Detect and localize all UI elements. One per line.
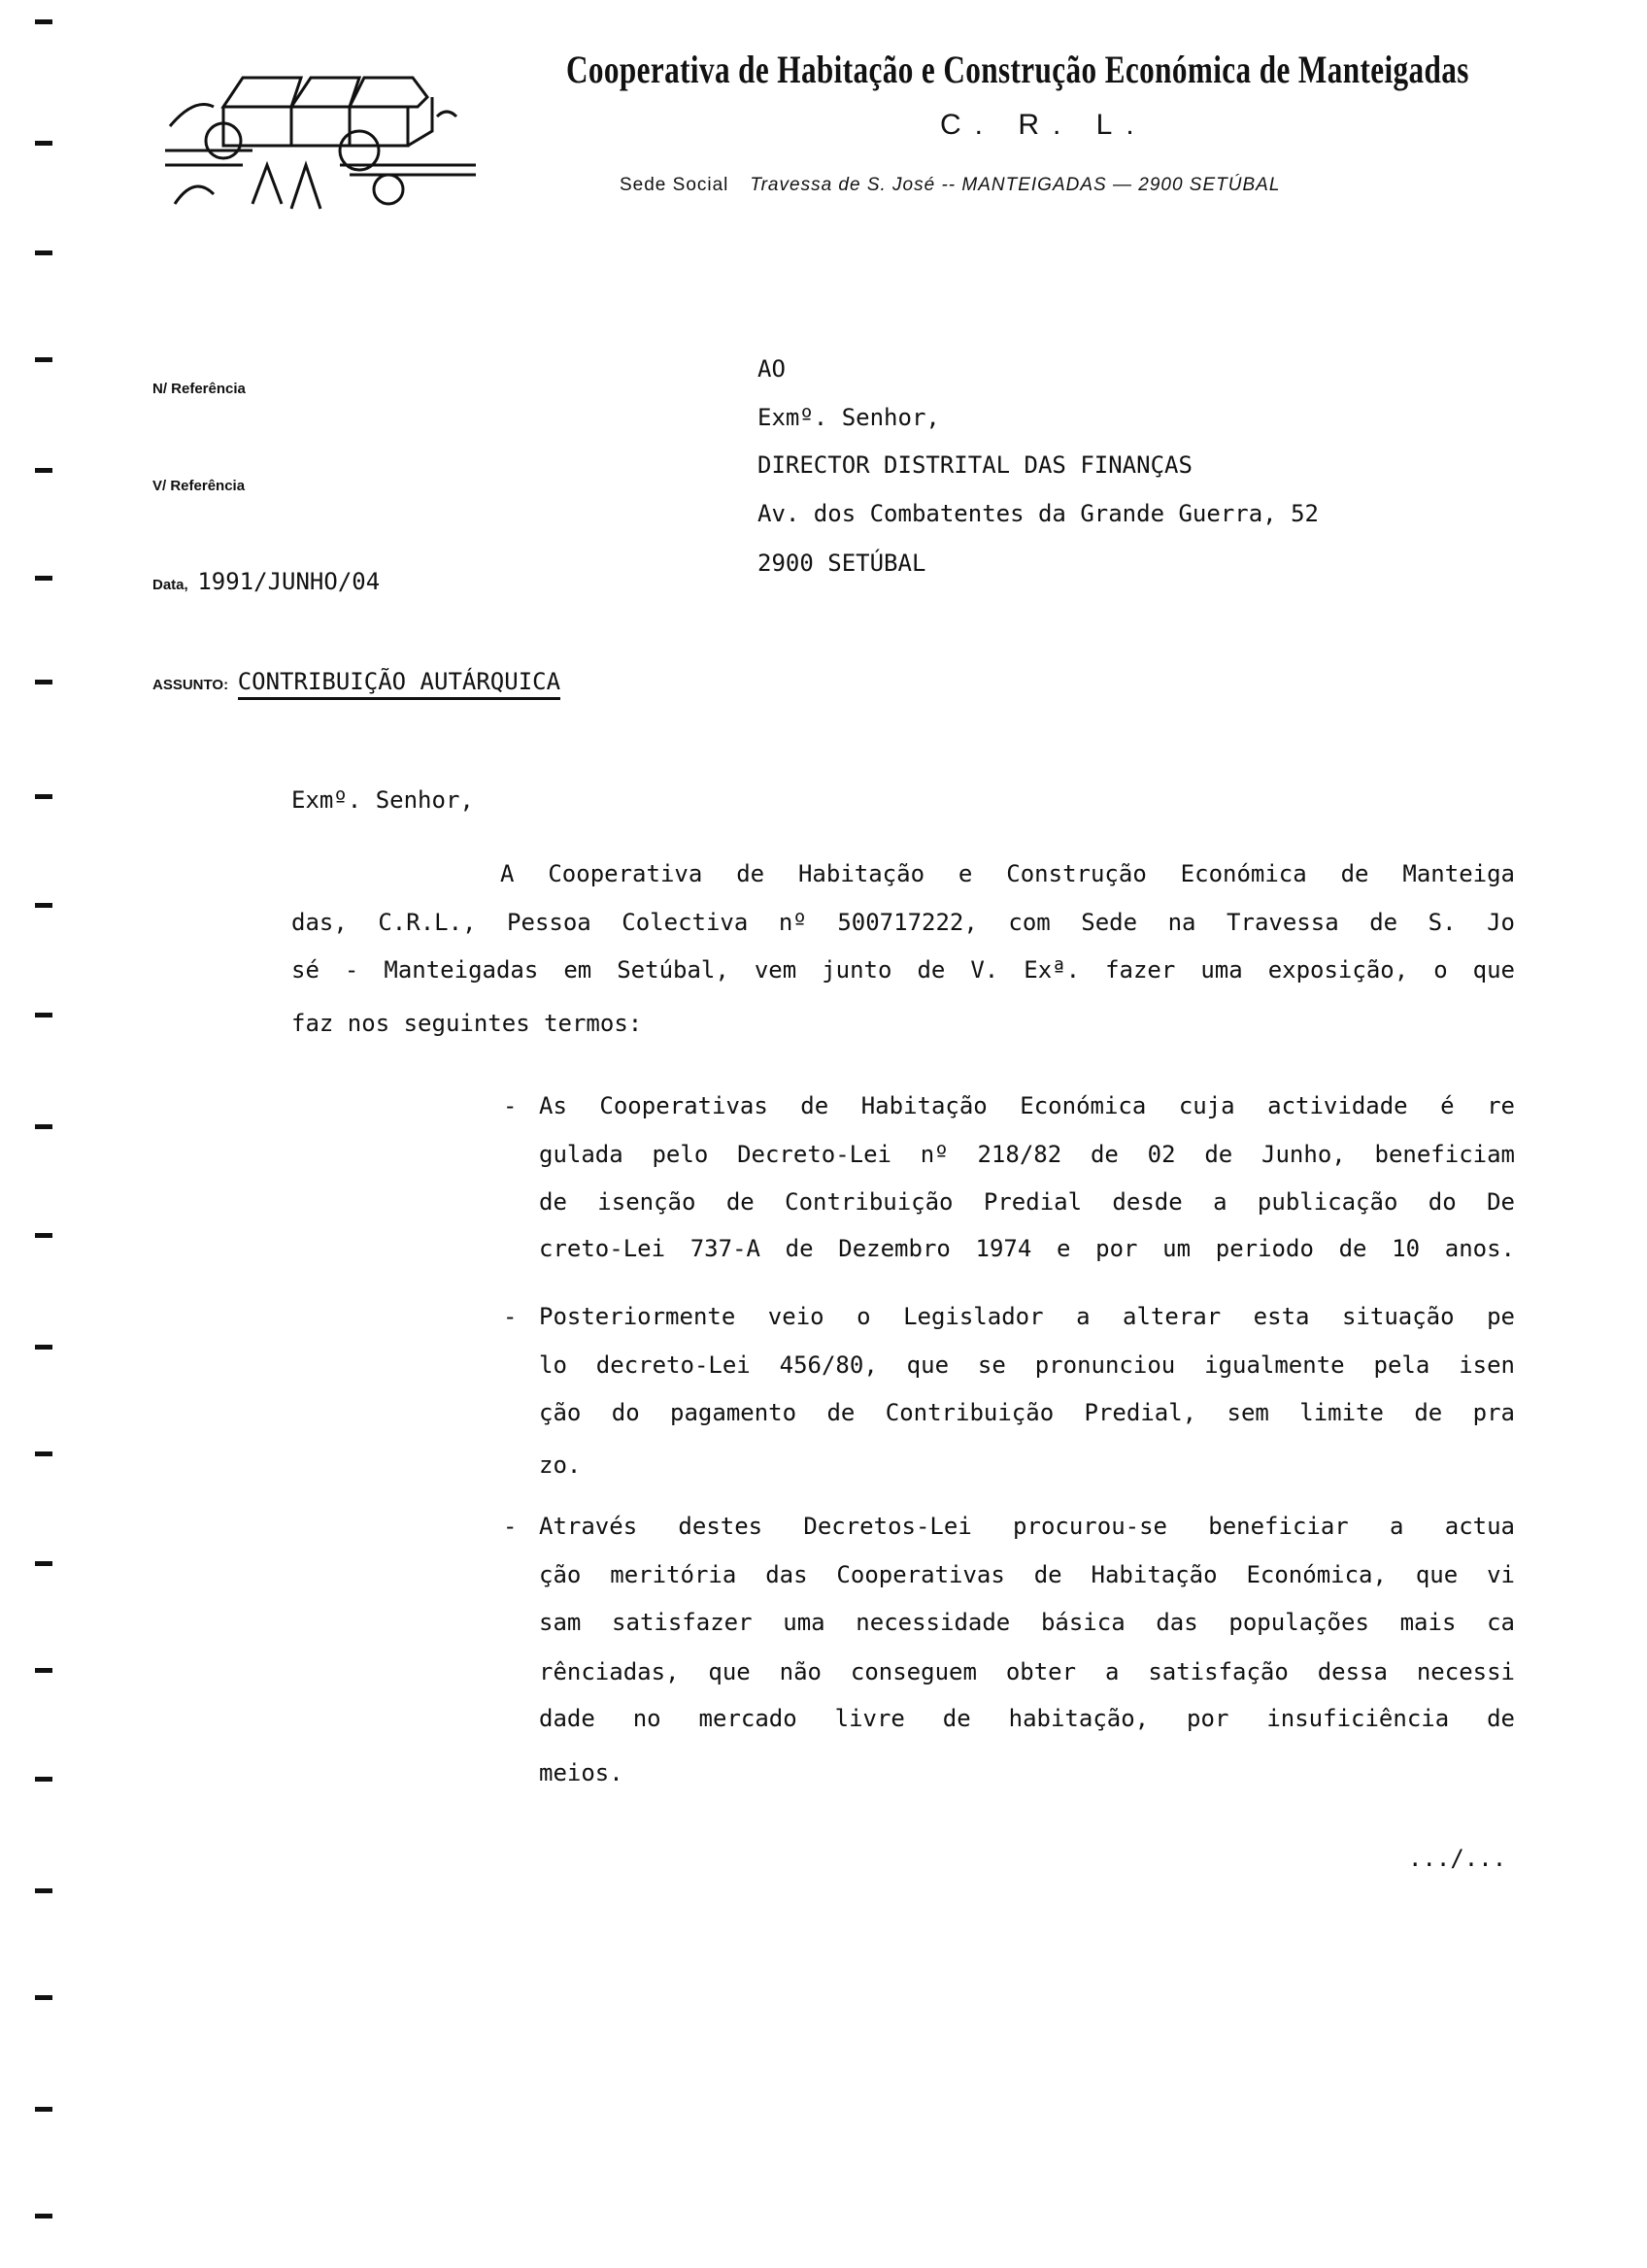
sede-address: Travessa de S. José -- MANTEIGADAS — 2900 SETÚBAL <box>750 175 1281 195</box>
text-line: Através destes Decretos-Lei procurou-se beneficiar a actua <box>539 1513 1515 1540</box>
subject-value: CONTRIBUIÇÃO AUTÁRQUICA <box>238 668 560 700</box>
recipient-line: AO <box>757 355 786 383</box>
recipient-line: DIRECTOR DISTRITAL DAS FINANÇAS <box>757 451 1193 479</box>
dash-bullet: - <box>503 1513 518 1540</box>
text-line: faz nos seguintes termos: <box>291 1010 643 1037</box>
text-line: das, C.R.L., Pessoa Colectiva nº 500717222, com Sede na Travessa de S. Jo <box>291 909 1515 936</box>
text-line: sam satisfazer uma necessidade básica das populações mais ca <box>539 1609 1515 1636</box>
your-reference-label: V/ Referência <box>152 478 246 494</box>
date-label: Data, <box>152 577 188 593</box>
cooperative-logo <box>155 58 544 223</box>
org-suffix: C. R. L. <box>940 109 1148 141</box>
continuation-mark: .../... <box>1408 1845 1507 1872</box>
text-line: As Cooperativas de Habitação Económica cuja actividade é re <box>539 1092 1515 1119</box>
text-line: rênciadas, que não conseguem obter a satisfação dessa necessi <box>539 1658 1515 1685</box>
recipient-line: 2900 SETÚBAL <box>757 550 926 577</box>
text-line: ção do pagamento de Contribuição Predial, sem limite de pra <box>539 1399 1515 1426</box>
subject-label: ASSUNTO: <box>152 677 229 693</box>
text-line: gulada pelo Decreto-Lei nº 218/82 de 02 de Junho, beneficiam <box>539 1141 1515 1168</box>
sede-address-line <box>620 175 1280 196</box>
salutation: Exmº. Senhor, <box>291 786 474 814</box>
text-line: creto-Lei 737-A de Dezembro 1974 e por um periodo de 10 anos. <box>539 1235 1515 1262</box>
sede-label: Sede Social <box>620 175 729 195</box>
text-line: sé - Manteigadas em Setúbal, vem junto de V. Exª. fazer uma exposição, o que <box>291 956 1515 984</box>
recipient-line: Exmº. Senhor, <box>757 404 940 431</box>
dash-bullet: - <box>503 1303 518 1330</box>
text-line: zo. <box>539 1451 582 1479</box>
date-row <box>152 568 380 595</box>
text-line: lo decreto-Lei 456/80, que se pronunciou igualmente pela isen <box>539 1351 1515 1379</box>
text-line: meios. <box>539 1759 623 1786</box>
our-reference-label: N/ Referência <box>152 381 246 397</box>
subject-row <box>152 668 560 695</box>
org-name: Cooperativa de Habitação e Construção Económica de Manteigadas <box>566 48 1469 91</box>
text-line: dade no mercado livre de habitação, por insuficiência de <box>539 1705 1515 1732</box>
recipient-line: Av. dos Combatentes da Grande Guerra, 52 <box>757 500 1319 527</box>
date-value: 1991/JUNHO/04 <box>197 568 381 595</box>
text-line: Posteriormente veio o Legislador a alterar esta situação pe <box>539 1303 1515 1330</box>
text-line: A Cooperativa de Habitação e Construção Económica de Manteiga <box>500 860 1515 887</box>
text-line: ção meritória das Cooperativas de Habitação Económica, que vi <box>539 1561 1515 1588</box>
dash-bullet: - <box>503 1092 518 1119</box>
text-line: de isenção de Contribuição Predial desde a publicação do De <box>539 1188 1515 1216</box>
